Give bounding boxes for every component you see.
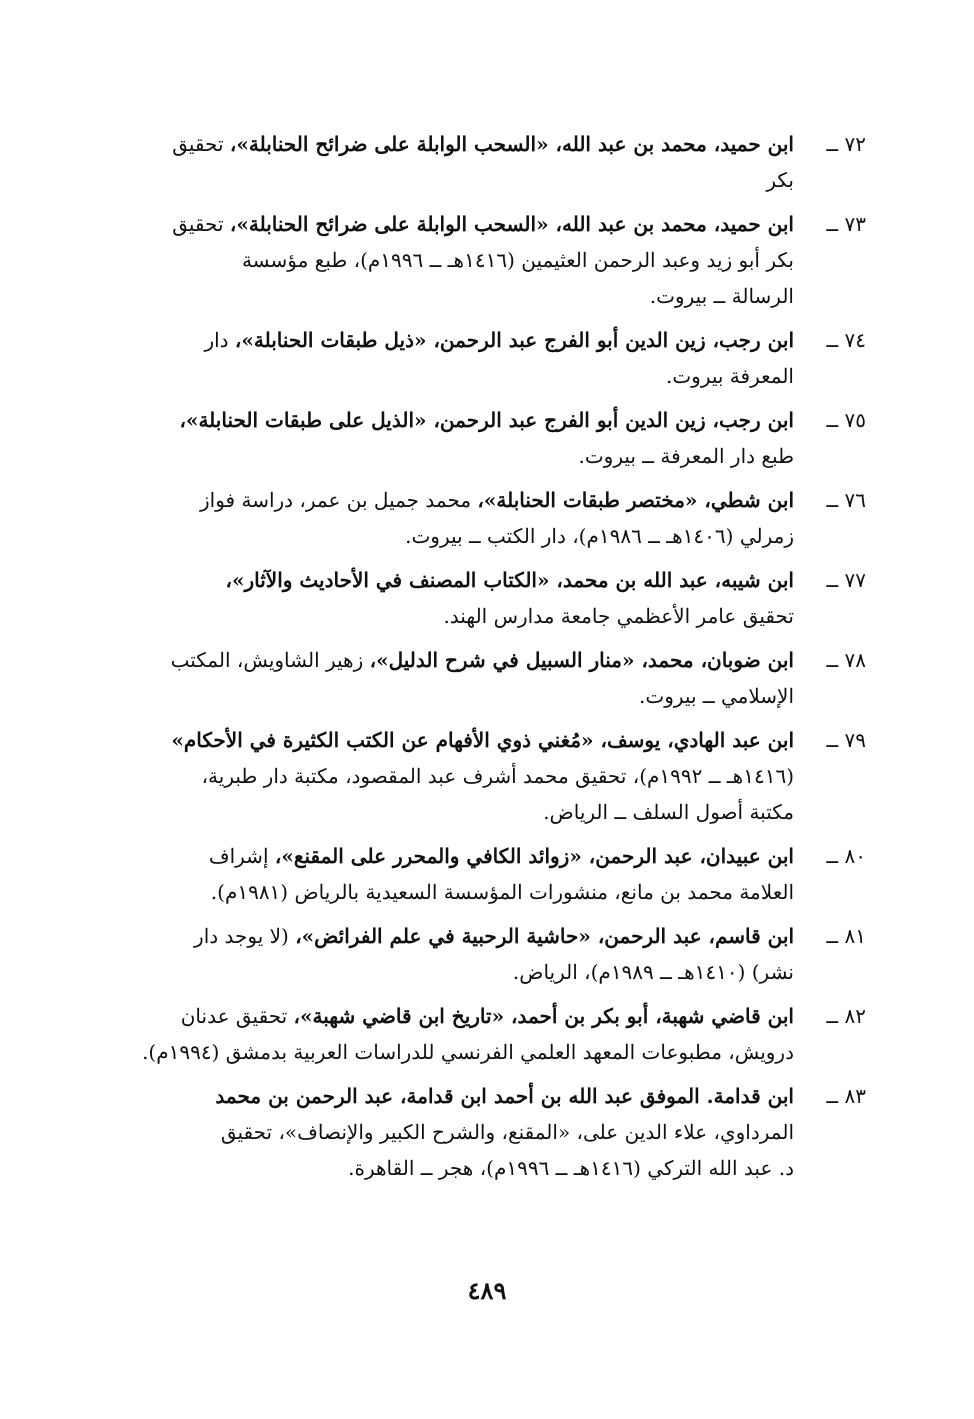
entry-first-line	[136, 998, 794, 1034]
entry-first-line	[136, 838, 794, 874]
entry-heading-text: ابن حميد، محمد بن عبد الله، «السحب الوابلة على ضرائح الحنابلة»،	[229, 132, 794, 156]
entry-line: المرداوي، علاء الدين على، «المقنع، والشرح الكبير والإنصاف»، تحقيق	[220, 1120, 794, 1144]
entry-continuation-text: (لا يوجد دار	[194, 924, 296, 948]
entry-heading-text: ابن رجب، زين الدين أبو الفرج عبد الرحمن، «ذيل طبقات الحنابلة»،	[234, 328, 794, 352]
bibliography-entry	[136, 126, 866, 198]
entry-line: بكر	[766, 168, 794, 192]
entry-continuation-text: محمد جميل بن عمر، دراسة فواز	[200, 488, 478, 512]
entry-first-line	[136, 562, 794, 598]
entry-number: ٨٣ ــ	[826, 1084, 866, 1108]
entry-continuation-text: زهير الشاويش، المكتب	[170, 648, 370, 672]
entry-continuation-text: إشراف	[208, 844, 275, 868]
entry-heading-text: ابن شطي، «مختصر طبقات الحنابلة»،	[477, 488, 794, 512]
entry-first-line	[136, 722, 794, 758]
bibliography-entry	[136, 998, 866, 1070]
entry-first-line	[136, 126, 794, 162]
entry-number: ٧٩ ــ	[826, 728, 866, 752]
bibliography-entry	[136, 562, 866, 634]
entry-first-line	[136, 402, 794, 438]
entry-number: ٧٨ ــ	[826, 648, 866, 672]
entry-heading-text: ابن رجب، زين الدين أبو الفرج عبد الرحمن، «الذيل على طبقات الحنابلة»،	[179, 408, 794, 432]
entry-heading-text: ابن قاضي شهبة، أبو بكر بن أحمد، «تاريخ ابن قاضي شهبة»،	[293, 1004, 794, 1028]
entry-heading-text: ابن ضوبان، محمد، «منار السبيل في شرح الدليل»،	[369, 648, 794, 672]
entry-number: ٧٦ ــ	[826, 488, 866, 512]
entry-heading-text: ابن عبيدان، عبد الرحمن، «زوائد الكافي والمحرر على المقنع»،	[274, 844, 794, 868]
entry-number: ٨٢ ــ	[826, 1004, 866, 1028]
entry-line: د. عبد الله التركي (١٤١٦هـ ــ ١٩٩٦م)، هجر ــ القاهرة.	[348, 1156, 794, 1180]
entry-number: ٧٢ ــ	[826, 132, 866, 156]
entry-line: العلامة محمد بن مانع، منشورات المؤسسة السعيدية بالرياض (١٩٨١م).	[210, 880, 794, 904]
entry-heading-text: ابن حميد، محمد بن عبد الله، «السحب الوابلة على ضرائح الحنابلة»،	[229, 212, 794, 236]
bibliography-entry	[136, 918, 866, 990]
entry-first-line	[136, 206, 794, 242]
bibliography-entry	[136, 838, 866, 910]
entry-number: ٧٥ ــ	[826, 408, 866, 432]
entry-heading-text: ابن قدامة. الموفق عبد الله بن أحمد ابن قدامة، عبد الرحمن بن محمد	[215, 1084, 794, 1108]
entry-heading-text: ابن عبد الهادي، يوسف، «مُغني ذوي الأفهام عن الكتب الكثيرة في الأحكام»	[171, 728, 794, 752]
entry-first-line	[136, 482, 794, 518]
bibliography-entry	[136, 722, 866, 830]
entry-first-line	[136, 918, 794, 954]
bibliography-entry	[136, 322, 866, 394]
entry-line: الرسالة ــ بيروت.	[649, 284, 794, 308]
entry-first-line	[136, 1078, 794, 1114]
bibliography-entry	[136, 1078, 866, 1186]
entry-number: ٨٠ ــ	[826, 844, 866, 868]
bibliography-entry	[136, 482, 866, 554]
entry-number: ٧٣ ــ	[826, 212, 866, 236]
bibliography-list	[136, 126, 866, 1194]
entry-line: زمرلي (١٤٠٦هـ ــ ١٩٨٦م)، دار الكتب ــ بيروت.	[405, 524, 794, 548]
bibliography-entry	[136, 642, 866, 714]
entry-number: ٨١ ــ	[826, 924, 866, 948]
entry-number: ٧٧ ــ	[826, 568, 866, 592]
bibliography-entry	[136, 206, 866, 314]
entry-continuation-text: تحقيق	[172, 212, 230, 236]
entry-line: المعرفة بيروت.	[665, 364, 794, 388]
entry-first-line	[136, 322, 794, 358]
entry-line: الإسلامي ــ بيروت.	[639, 684, 794, 708]
entry-line: مكتبة أصول السلف ــ الرياض.	[543, 800, 794, 824]
entry-heading-text: ابن شيبه، عبد الله بن محمد، «الكتاب المصنف في الأحاديث والآثار»،	[225, 568, 794, 592]
entry-line: بكر أبو زيد وعبد الرحمن العثيمين (١٤١٦هـ ــ ١٩٩٦م)، طبع مؤسسة	[241, 248, 794, 272]
entry-line: (١٤١٦هـ ــ ١٩٩٢م)، تحقيق محمد أشرف عبد المقصود، مكتبة دار طبرية،	[201, 764, 794, 788]
bibliography-entry	[136, 402, 866, 474]
entry-line: نشر) (١٤١٠هـ ــ ١٩٨٩م)، الرياض.	[512, 960, 794, 984]
page-number: ٤٨٩	[467, 1276, 507, 1305]
entry-line: درويش، مطبوعات المعهد العلمي الفرنسي للدراسات العربية بدمشق (١٩٩٤م).	[142, 1040, 794, 1064]
entry-continuation-text: تحقيق عدنان	[180, 1004, 294, 1028]
entry-line: تحقيق عامر الأعظمي جامعة مدارس الهند.	[443, 604, 794, 628]
entry-continuation-text: تحقيق	[172, 132, 230, 156]
entry-first-line	[136, 642, 794, 678]
entry-continuation-text: دار	[204, 328, 235, 352]
entry-line: طبع دار المعرفة ــ بيروت.	[578, 444, 794, 468]
entry-number: ٧٤ ــ	[826, 328, 866, 352]
entry-heading-text: ابن قاسم، عبد الرحمن، «حاشية الرحبية في علم الفرائض»،	[295, 924, 794, 948]
